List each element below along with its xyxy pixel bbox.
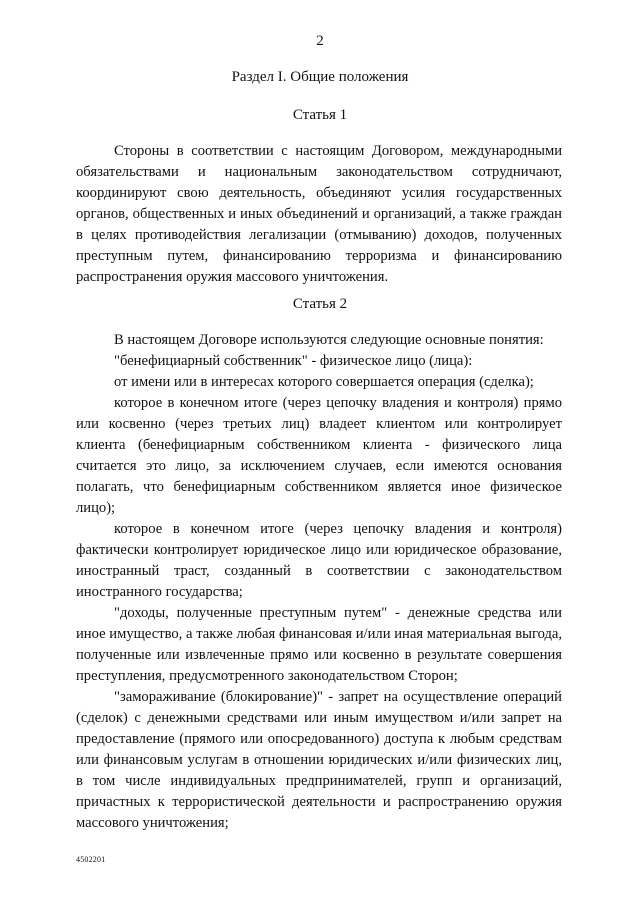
article-2-paragraph: которое в конечном итоге (через цепочку владения и контроля) фактически контролирует юридическое лицо или юридическое образование, иностранный траст, созданный в соответствии с законодательством иностранного государства;	[76, 521, 562, 600]
article-2-title: Статья 2	[292, 296, 348, 312]
article-1-paragraph: Стороны в соответствии с настоящим Договором, международными обязательствами и национальным законодательством сотрудничают, координируют свою деятельность, объединяют усилия государственных органов, общественных и иных объединений и организаций, а также граждан в целях противодействия легализации (отмыванию) доходов, полученных преступным путем, финансированию терроризма и финансированию распространения оружия массового уничтожения.	[76, 143, 562, 285]
article-1-title: Статья 1	[292, 107, 348, 123]
article-2-paragraph: "доходы, полученные преступным путем" - денежные средства или иное имущество, а также любая финансовая и/или иная материальная выгода, полученные или извлеченные прямо или косвенно в результате совершения преступления, предусмотренного законодательством Сторон;	[76, 605, 562, 684]
article-1-body	[76, 141, 562, 288]
page-number: 2	[316, 33, 324, 49]
article-2-paragraph: "замораживание (блокирование)" - запрет на осуществление операций (сделок) с денежными средствами или иным имуществом и/или запрет на предоставление (прямого или опосредованного) доступа к любым средствам или финансовым услугам в отношении юридических и/или физических лиц, в том числе индивидуальных предпринимателей, групп и организаций, причастных к террористической деятельности и распространению оружия массового уничтожения;	[76, 689, 562, 831]
article-2-paragraph: от имени или в интересах которого совершается операция (сделка);	[114, 374, 534, 390]
article-2-paragraph: В настоящем Договоре используются следующие основные понятия:	[114, 332, 544, 348]
document-code: 4502201	[76, 855, 106, 864]
article-2-body	[76, 330, 562, 834]
section-title: Раздел I. Общие положения	[231, 69, 409, 85]
article-2-paragraph: которое в конечном итоге (через цепочку владения и контроля) прямо или косвенно (через третьих лиц) владеет клиентом или контролирует клиента (бенефициарным собственником клиента - физического лица считается это лицо, за исключением случаев, если имеются основания полагать, что бенефициарным собственником является иное физическое лицо);	[76, 395, 562, 516]
article-2-paragraph: "бенефициарный собственник" - физическое лицо (лица):	[114, 353, 473, 369]
